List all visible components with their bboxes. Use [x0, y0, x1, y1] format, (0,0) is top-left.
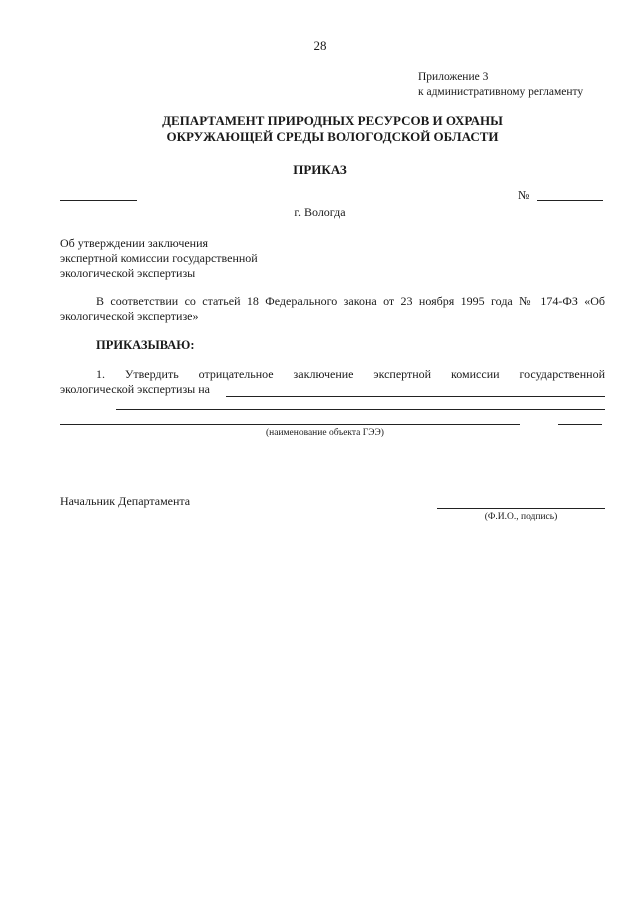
department-heading	[60, 113, 605, 145]
appendix-line-2: к административному регламенту	[418, 86, 584, 98]
subject-line-2: экспертной комиссии государственной	[60, 251, 258, 265]
signature-blank-line	[437, 508, 605, 509]
head-title: Начальник Департамента	[60, 494, 191, 508]
object-name-blank-line-1	[226, 396, 605, 397]
object-name-blank-line-2	[116, 409, 605, 410]
appendix-note	[418, 70, 583, 100]
item-1-line-1: 1. Утвердить отрицательное заключение экспертной комиссии государственной	[96, 367, 605, 381]
number-label: №	[518, 188, 530, 202]
subject-line-3: экологической экспертизы	[60, 266, 196, 280]
object-name-blank-line-3	[60, 424, 520, 425]
object-name-caption: (наименование объекта ГЭЭ)	[266, 428, 384, 438]
city: г. Вологда	[294, 205, 346, 219]
department-line-2: ОКРУЖАЮЩЕЙ СРЕДЫ ВОЛОГОДСКОЙ ОБЛАСТИ	[166, 129, 499, 144]
subject-line-1: Об утверждении заключения	[60, 236, 209, 250]
item-1-line-2: экологической экспертизы на	[60, 382, 210, 396]
object-name-blank-line-4	[558, 424, 602, 425]
legal-basis-paragraph: В соответствии со статьей 18 Федерального закона от 23 ноября 1995 года № 174-ФЗ «Об экологической экспертизе»	[60, 294, 605, 323]
order-title: ПРИКАЗ	[293, 162, 347, 177]
page-number: 28	[313, 38, 327, 53]
date-blank-line	[60, 200, 137, 201]
decree-word: ПРИКАЗЫВАЮ:	[96, 338, 195, 352]
number-blank-line	[537, 200, 603, 201]
department-line-1: ДЕПАРТАМЕНТ ПРИРОДНЫХ РЕСУРСОВ И ОХРАНЫ	[162, 113, 503, 128]
order-subject	[60, 236, 258, 281]
signature-caption: (Ф.И.О., подпись)	[484, 512, 558, 522]
appendix-line-1: Приложение 3	[418, 71, 489, 83]
